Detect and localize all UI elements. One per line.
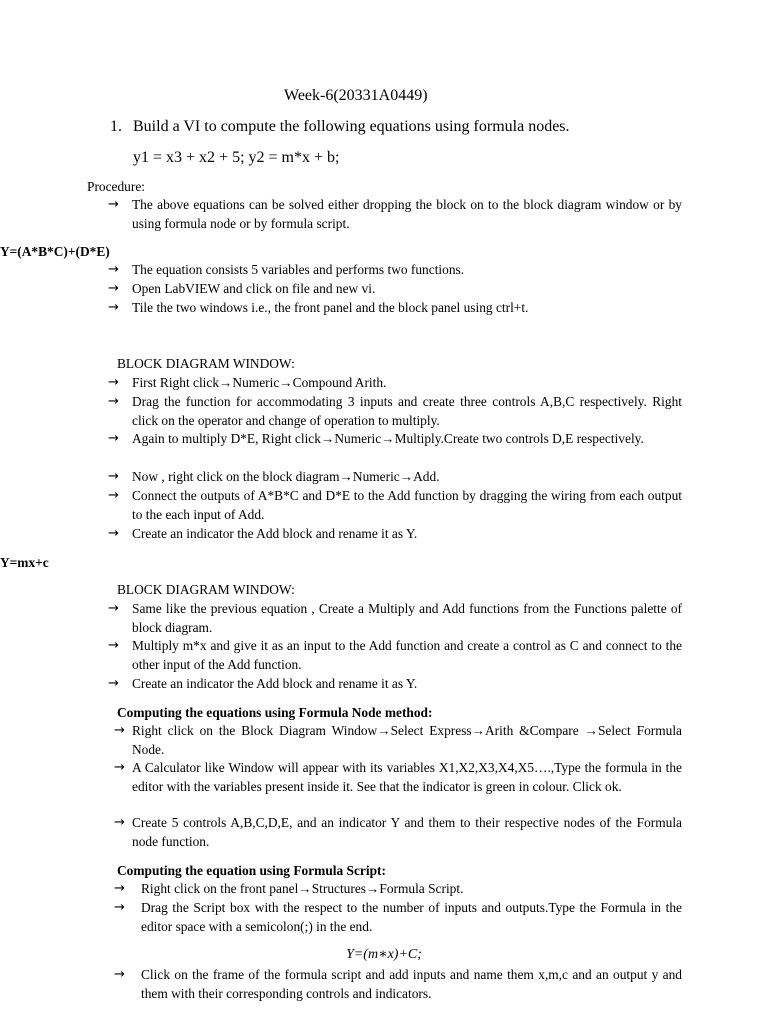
arrow-icon: → bbox=[114, 815, 125, 830]
arrow-icon: → bbox=[108, 375, 119, 390]
list-item-text: Connect the outputs of A*B*C and D*E to the Add function by dragging the wiring from each output to the each input of Add. bbox=[132, 488, 682, 522]
question-equations: y1 = x3 + x2 + 5; y2 = m*x + b; bbox=[133, 149, 340, 166]
arrow-icon: → bbox=[114, 967, 125, 982]
arrow-icon: → bbox=[108, 469, 119, 484]
arrow-icon: → bbox=[114, 881, 125, 896]
page-title: Week-6(20331A0449) bbox=[284, 87, 428, 104]
list-item-text: Multiply m*x and give it as an input to the Add function and create a control as C and connect to the other input of the Add function. bbox=[132, 638, 682, 672]
list-item bbox=[108, 637, 682, 675]
list-item-text: Click on the frame of the formula script and add inputs and name them x,m,c and an output y and them with their corresponding controls and indicators. bbox=[141, 967, 682, 1001]
arrow-icon: → bbox=[108, 601, 119, 616]
arrow-icon: → bbox=[108, 262, 119, 277]
list-item bbox=[108, 261, 682, 280]
arrow-icon: → bbox=[108, 197, 119, 212]
block-diagram-window-label-1: BLOCK DIAGRAM WINDOW: bbox=[117, 356, 295, 371]
arrow-icon: → bbox=[108, 526, 119, 541]
question-number: 1. bbox=[110, 118, 122, 135]
list-item bbox=[114, 722, 682, 760]
list-item bbox=[108, 299, 682, 318]
arrow-icon: → bbox=[108, 676, 119, 691]
list-item bbox=[108, 430, 682, 468]
list-item-text: Right click on the front panel→Structures→Formula Script. bbox=[141, 881, 464, 896]
list-item bbox=[108, 280, 682, 299]
arrow-icon: → bbox=[108, 300, 119, 315]
block-diagram-window-label-2: BLOCK DIAGRAM WINDOW: bbox=[117, 582, 295, 597]
list-item bbox=[114, 880, 682, 899]
list-item-text: A Calculator like Window will appear with its variables X1,X2,X3,X4,X5….,Type the formula in the editor with the variables present inside it. See that the indicator is green in colour. Click ok. bbox=[132, 760, 682, 794]
list-item bbox=[114, 899, 682, 937]
list-item-text: Create an indicator the Add block and rename it as Y. bbox=[132, 676, 418, 691]
list-item bbox=[114, 814, 682, 852]
list-item bbox=[108, 600, 682, 638]
arrow-icon: → bbox=[108, 394, 119, 409]
list-item-text: Tile the two windows i.e., the front panel and the block panel using ctrl+t. bbox=[132, 300, 529, 315]
arrow-icon: → bbox=[114, 760, 125, 775]
list-item bbox=[108, 468, 682, 487]
list-item-text: Right click on the Block Diagram Window→Select Express→Arith &Compare →Select Formula Node. bbox=[132, 723, 682, 757]
list-item-text: Open LabVIEW and click on file and new vi. bbox=[132, 281, 376, 296]
list-item bbox=[108, 487, 682, 525]
list-item-text: Again to multiply D*E, Right click→Numeric→Multiply.Create two controls D,E respectively. bbox=[132, 431, 644, 446]
list-item-text: First Right click→Numeric→Compound Arith. bbox=[132, 375, 387, 390]
equation-heading-2: Y=mx+c bbox=[0, 555, 49, 570]
list-item bbox=[108, 374, 682, 393]
list-item bbox=[108, 196, 682, 234]
formula-node-heading: Computing the equations using Formula Node method: bbox=[117, 705, 433, 720]
equation-heading-1: Y=(A*B*C)+(D*E) bbox=[0, 244, 110, 259]
arrow-icon: → bbox=[114, 900, 125, 915]
list-item-text: Create an indicator the Add block and rename it as Y. bbox=[132, 526, 418, 541]
procedure-label: Procedure: bbox=[87, 179, 146, 194]
arrow-icon: → bbox=[108, 431, 119, 446]
formula-script-heading: Computing the equation using Formula Script: bbox=[117, 863, 386, 878]
list-item bbox=[114, 759, 682, 816]
list-item bbox=[108, 525, 682, 544]
list-item-text: The above equations can be solved either dropping the block on to the block diagram window or by using formula node or by formula script. bbox=[132, 197, 682, 231]
arrow-icon: → bbox=[108, 488, 119, 503]
list-item bbox=[114, 966, 682, 1004]
list-item-text: Drag the function for accommodating 3 inputs and create three controls A,B,C respectively. Right click on the operator and change of operation to multiply. bbox=[132, 394, 682, 428]
arrow-icon: → bbox=[108, 638, 119, 653]
question-text: Build a VI to compute the following equations using formula nodes. bbox=[133, 118, 570, 135]
list-item bbox=[108, 393, 682, 431]
list-item bbox=[108, 675, 682, 694]
script-formula: Y=(m∗x)+C; bbox=[346, 947, 422, 962]
list-item-text: The equation consists 5 variables and performs two functions. bbox=[132, 262, 465, 277]
list-item-text: Now , right click on the block diagram→Numeric→Add. bbox=[132, 469, 440, 484]
list-item-text: Drag the Script box with the respect to the number of inputs and outputs.Type the Formula in the editor space with a semicolon(;) in the end. bbox=[141, 900, 682, 934]
arrow-icon: → bbox=[108, 281, 119, 296]
list-item-text: Create 5 controls A,B,C,D,E, and an indicator Y and them to their respective nodes of the Formula node function. bbox=[132, 815, 682, 849]
arrow-icon: → bbox=[114, 723, 125, 738]
list-item-text: Same like the previous equation , Create a Multiply and Add functions from the Functions palette of block diagram. bbox=[132, 601, 682, 635]
